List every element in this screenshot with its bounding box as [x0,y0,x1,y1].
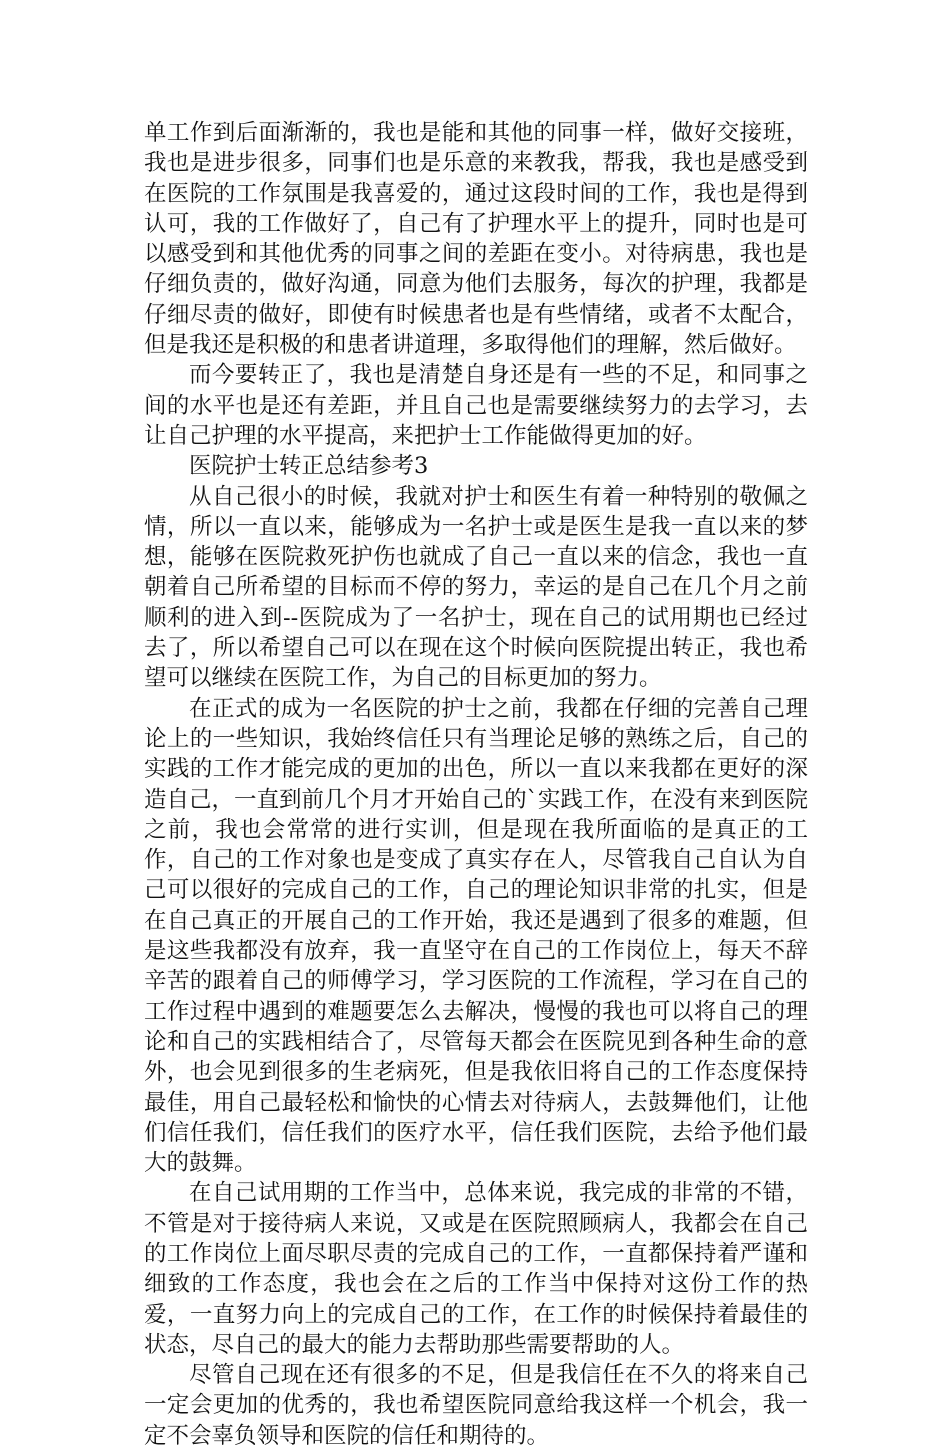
body-paragraph: 从自己很小的时候，我就对护士和医生有着一种特别的敬佩之情，所以一直以来，能够成为一名护士或是医生是我一直以来的梦想，能够在医院救死护伤也就成了自己一直以来的信念，我也一直朝着自己所希望的目标而不停的努力，幸运的是自己在几个月之前顺利的进入到--医院成为了一名护士，现在自己的试用期也已经过去了，所以希望自己可以在现在这个时候向医院提出转正，我也希望可以继续在医院工作，为自己的目标更加的努力。 [144,483,808,692]
section-heading: 医院护士转正总结参考3 [189,453,429,480]
body-paragraph: 尽管自己现在还有很多的不足，但是我信任在不久的将来自己一定会更加的优秀的，我也希望医院同意给我这样一个机会，我一定不会辜负领导和医院的信任和期待的。 [144,1362,808,1449]
document-page [144,118,808,1451]
body-paragraph: 而今要转正了，我也是清楚自身还是有一些的不足，和同事之间的水平也是还有差距，并且自己也是需要继续努力的去学习，去让自己护理的水平提高，来把护士工作能做得更加的好。 [144,362,808,449]
body-paragraph: 在正式的成为一名医院的护士之前，我都在仔细的完善自己理论上的一些知识，我始终信任只有当理论足够的熟练之后，自己的实践的工作才能完成的更加的出色，所以一直以来我都在更好的深造自己，一直到前几个月才开始自己的`实践工作，在没有来到医院之前，我也会常常的进行实训，但是现在我所面临的是真正的工作，自己的工作对象也是变成了真实存在人，尽管我自己自认为自己可以很好的完成自己的工作，自己的理论知识非常的扎实，但是在自己真正的开展自己的工作开始，我还是遇到了很多的难题，但是这些我都没有放弃，我一直坚守在自己的工作岗位上，每天不辞辛苦的跟着自己的师傅学习，学习医院的工作流程，学习在自己的工作过程中遇到的难题要怎么去解决，慢慢的我也可以将自己的理论和自己的实践相结合了，尽管每天都会在医院见到各种生命的意外，也会见到很多的生老病死，但是我依旧将自己的工作态度保持最佳，用自己最轻松和愉快的心情去对待病人，去鼓舞他们，让他们信任我们，信任我们的医疗水平，信任我们医院，去给予他们最大的鼓舞。 [144,695,808,1177]
body-paragraph: 单工作到后面渐渐的，我也是能和其他的同事一样，做好交接班，我也是进步很多，同事们也是乐意的来教我，帮我，我也是感受到在医院的工作氛围是我喜爱的，通过这段时间的工作，我也是得到认可，我的工作做好了，自己有了护理水平上的提升，同时也是可以感受到和其他优秀的同事之间的差距在变小。对待病患，我也是仔细负责的，做好沟通，同意为他们去服务，每次的护理，我都是仔细尽责的做好，即使有时候患者也是有些情绪，或者不太配合，但是我还是积极的和患者讲道理，多取得他们的理解，然后做好。 [144,120,808,359]
body-paragraph: 在自己试用期的工作当中，总体来说，我完成的非常的不错，不管是对于接待病人来说，又或是在医院照顾病人，我都会在自己的工作岗位上面尽职尽责的完成自己的工作，一直都保持着严谨和细致的工作态度，我也会在之后的工作当中保持对这份工作的热爱，一直努力向上的完成自己的工作，在工作的时候保持着最佳的状态，尽自己的最大的能力去帮助那些需要帮助的人。 [144,1180,808,1358]
